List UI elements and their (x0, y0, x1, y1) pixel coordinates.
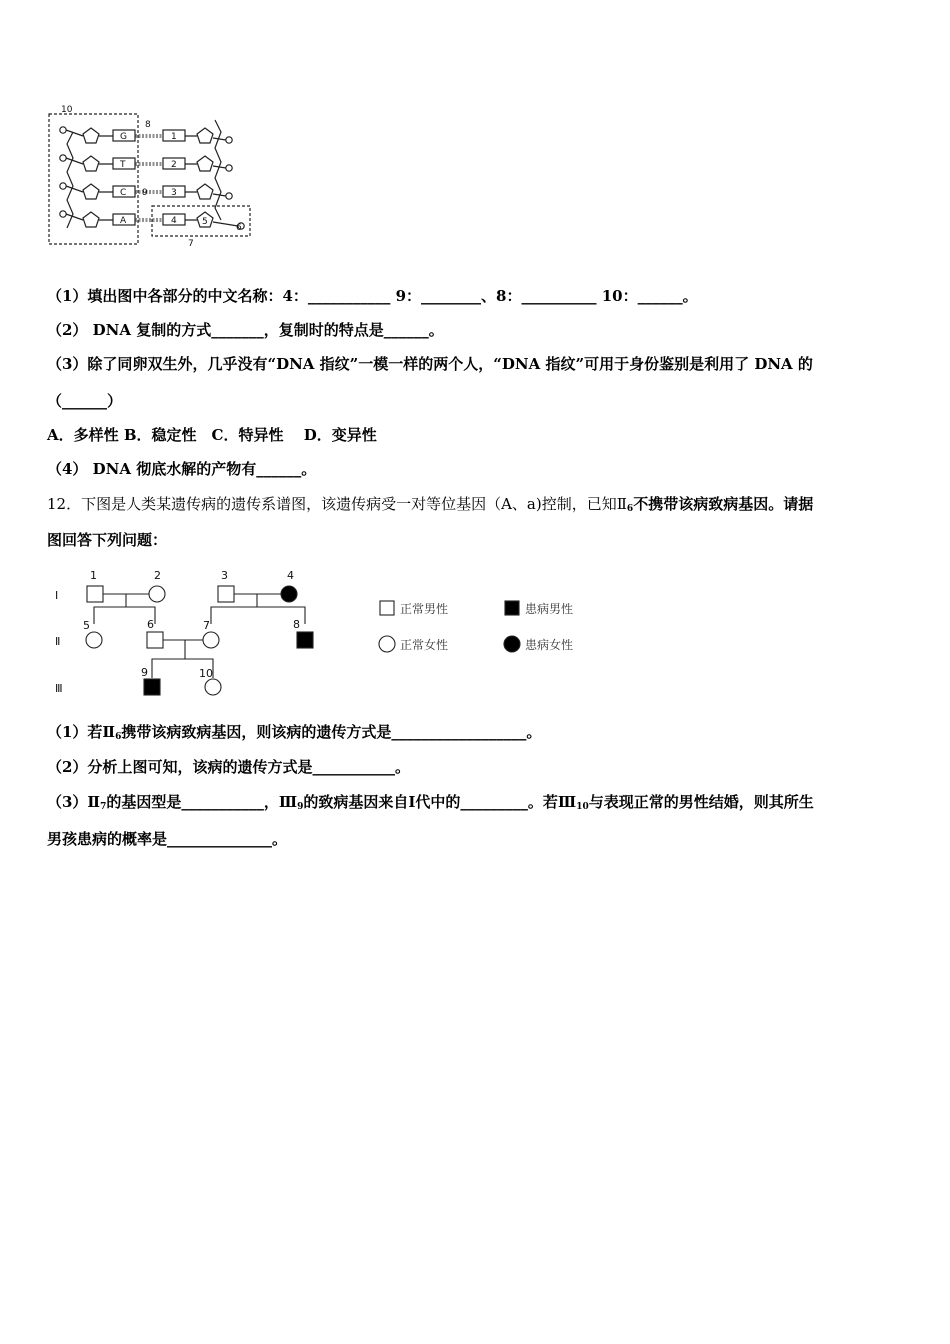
individual-number-1: 1 (90, 569, 97, 582)
label-10: 10 (61, 105, 73, 115)
generation-label-3: Ⅲ (55, 682, 63, 695)
deoxyribose-left (83, 212, 99, 227)
dna-structure-diagram (45, 100, 260, 250)
individual-number-7: 7 (203, 619, 210, 632)
right-base-4: 4 (171, 216, 177, 226)
q12-part2: （2）分析上图可知，该病的遗传方式是___________。 (47, 758, 410, 776)
q11-part1: （1）填出图中各部分的中文名称：4：___________ 9：________、8：__________ 10：______。 (47, 287, 698, 305)
generation-label-2: Ⅱ (55, 635, 61, 648)
right-base-2: 2 (171, 160, 177, 170)
q11-part4: （4） DNA 彻底水解的产物有______。 (47, 460, 317, 478)
phosphate-right (226, 193, 232, 199)
label-8: 8 (145, 120, 151, 130)
q12-intro-a: 12．下图是人类某遗传病的遗传系谱图，该遗传病受一对等位基因（A、a)控制，已知Ⅱ (47, 495, 627, 513)
individual-number-3: 3 (221, 569, 228, 582)
q12-part3-a: （3）Ⅱ (47, 793, 101, 811)
deoxyribose-right (197, 156, 213, 171)
individual-1-normal-male (87, 586, 103, 602)
legend-normal-female-label: 正常女性 (400, 638, 449, 652)
individual-4-affected-female (281, 586, 297, 602)
deoxyribose-left (83, 128, 99, 143)
label-5: 5 (202, 217, 208, 227)
phosphate-right (226, 137, 232, 143)
phosphate-left (60, 211, 66, 217)
q12-part1-a: （1）若Ⅱ (47, 723, 116, 741)
individual-10-normal-female (205, 679, 221, 695)
phosphate-right (226, 165, 232, 171)
deoxyribose-left (83, 184, 99, 199)
individual-7-normal-female (203, 632, 219, 648)
legend-affected-female-label: 患病女性 (525, 638, 574, 652)
q12-part1-sub: 6 (115, 732, 122, 742)
q11-part3-blank: （______） (47, 392, 123, 410)
individual-3-normal-male (218, 586, 234, 602)
q12-intro-line2: 图回答下列问题： (47, 531, 168, 549)
q12-part3 (47, 792, 814, 817)
q11-part3: （3）除了同卵双生外，几乎没有“DNA 指纹”一模一样的两个人，“DNA 指纹”可用于身份鉴别是利用了 DNA 的 (47, 355, 813, 373)
pedigree-chart (45, 563, 335, 703)
legend-normal-male-label: 正常男性 (400, 602, 449, 616)
label-7: 7 (188, 239, 194, 249)
q12-part1 (47, 722, 541, 747)
label-6: 6 (236, 223, 242, 233)
individual-2-normal-female (149, 586, 165, 602)
label-9: 9 (142, 188, 148, 198)
individual-number-2: 2 (154, 569, 161, 582)
left-base-4: A (120, 216, 127, 226)
q12-intro-b: 不携带该病致病基因。请据 (633, 495, 814, 513)
q12-part3-b: 的基因型是___________，Ⅲ (106, 793, 298, 811)
individual-8-affected-male (297, 632, 313, 648)
phosphate-left (60, 127, 66, 133)
phosphate-left (60, 155, 66, 161)
legend-normal-female-symbol (379, 636, 395, 652)
q11-part2: （2） DNA 复制的方式_______，复制时的特点是______。 (47, 321, 444, 339)
legend-normal-male-symbol (380, 601, 394, 615)
q12-part3-sub2: 9 (297, 802, 304, 812)
individual-5-normal-female (86, 632, 102, 648)
q12-part3-d: 与表现正常的男性结婚，则其所生 (588, 793, 814, 811)
q12-intro (47, 494, 813, 519)
individual-number-6: 6 (147, 618, 154, 631)
individual-number-10: 10 (199, 667, 213, 680)
q12-intro-sub: 6 (626, 504, 634, 514)
left-base-1: G (120, 132, 127, 142)
left-base-3: C (120, 188, 127, 198)
left-base-2: T (120, 160, 126, 170)
legend-affected-male-label: 患病男性 (525, 602, 574, 616)
deoxyribose-right (197, 128, 213, 143)
q11-options: A．多样性 B．稳定性 C．特异性 D．变异性 (47, 426, 377, 444)
pedigree-legend (370, 595, 600, 665)
phosphate-left (60, 183, 66, 189)
individual-6-normal-male (147, 632, 163, 648)
q12-part3-sub3: 10 (576, 802, 589, 812)
q12-part3-sub1: 7 (100, 802, 107, 812)
q12-part3-line2: 男孩患病的概率是______________。 (47, 830, 288, 848)
individual-9-affected-male (144, 679, 160, 695)
individual-number-4: 4 (287, 569, 294, 582)
individual-number-8: 8 (293, 618, 300, 631)
deoxyribose-right (197, 184, 213, 199)
individual-number-9: 9 (141, 666, 148, 679)
individual-number-5: 5 (83, 619, 90, 632)
right-base-1: 1 (171, 132, 177, 142)
q12-part3-c: 的致病基因来自Ⅰ代中的_________。若Ⅲ (303, 793, 577, 811)
legend-affected-female-symbol (504, 636, 520, 652)
deoxyribose-left (83, 156, 99, 171)
legend-affected-male-symbol (505, 601, 519, 615)
right-base-3: 3 (171, 188, 177, 198)
generation-label-1: Ⅰ (55, 589, 59, 602)
q12-part1-b: 携带该病致病基因，则该病的遗传方式是__________________。 (121, 723, 542, 741)
